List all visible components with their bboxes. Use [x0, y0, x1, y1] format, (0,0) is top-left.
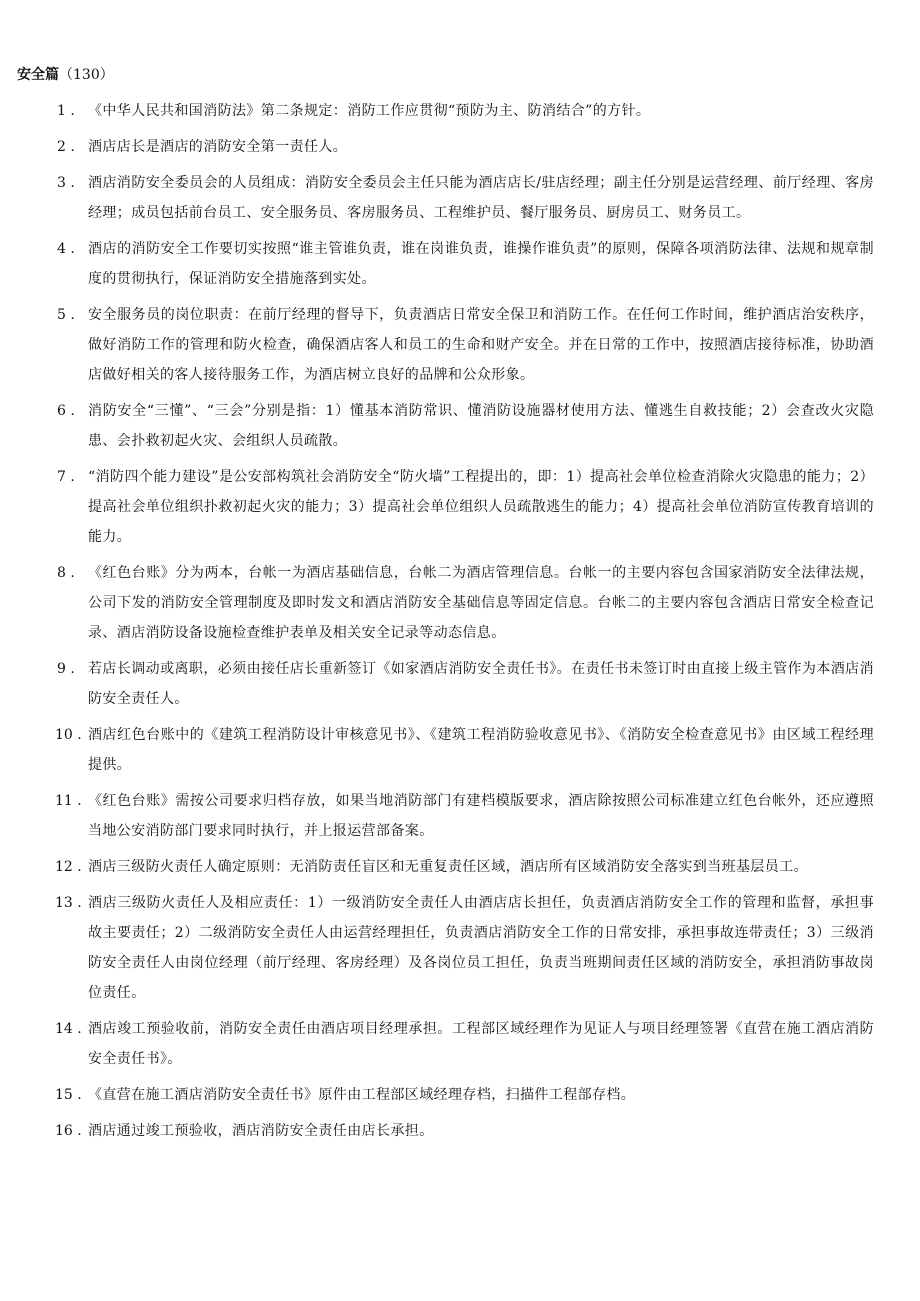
list-item — [0, 720, 920, 780]
list-item — [0, 852, 920, 882]
item-number: 7 . — [57, 469, 75, 485]
item-text: 酒店竣工预验收前，消防安全责任由酒店项目经理承担。工程部区域经理作为见证人与项目经理签署《直营在施工酒店消防安全责任书》。 — [88, 1021, 874, 1067]
item-text: 酒店店长是酒店的消防安全第一责任人。 — [88, 139, 348, 155]
item-text: 若店长调动或离职，必须由接任店长重新签订《如家酒店消防安全责任书》。在责任书未签订时由直接上级主管作为本酒店消防安全责任人。 — [88, 661, 874, 707]
item-number: 4 . — [57, 241, 75, 257]
item-text: 消防安全“三懂”、“三会”分别是指：1）懂基本消防常识、懂消防设施器材使用方法、懂逃生自救技能；2）会查改火灾隐患、会扑救初起火灾、会组织人员疏散。 — [88, 403, 874, 449]
list-item — [0, 1014, 920, 1074]
list-item — [0, 786, 920, 846]
item-number: 1 . — [57, 103, 75, 119]
item-number: 16 . — [55, 1123, 82, 1139]
section-title — [17, 65, 114, 85]
item-number: 12 . — [55, 859, 82, 875]
section-title-text: 安全篇 — [17, 67, 59, 83]
item-number: 14 . — [55, 1021, 82, 1037]
list-item — [0, 1080, 920, 1110]
item-number: 11 . — [55, 793, 82, 809]
list-item — [0, 132, 920, 162]
list-item — [0, 396, 920, 456]
item-text: “消防四个能力建设”是公安部构筑社会消防安全“防火墙”工程提出的，即：1）提高社会单位检查消除火灾隐患的能力；2）提高社会单位组织扑救初起火灾的能力；3）提高社会单位组织人员疏散逃生的能力；4）提高社会单位消防宣传教育培训的能力。 — [88, 469, 874, 545]
rules-list — [0, 96, 920, 1152]
list-item — [0, 654, 920, 714]
list-item — [0, 96, 920, 126]
item-text: 《红色台账》需按公司要求归档存放，如果当地消防部门有建档模版要求，酒店除按照公司标准建立红色台帐外，还应遵照当地公安消防部门要求同时执行，并上报运营部备案。 — [88, 793, 874, 839]
item-text: 《直营在施工酒店消防安全责任书》原件由工程部区域经理存档，扫描件工程部存档。 — [88, 1087, 636, 1103]
item-number: 9 . — [57, 661, 75, 677]
list-item — [0, 234, 920, 294]
list-item — [0, 558, 920, 648]
item-text: 酒店消防安全委员会的人员组成：消防安全委员会主任只能为酒店店长/驻店经理；副主任分别是运营经理、前厅经理、客房经理；成员包括前台员工、安全服务员、客房服务员、工程维护员、餐厅服务员、厨房员工、财务员工。 — [88, 175, 874, 221]
list-item — [0, 168, 920, 228]
list-item — [0, 1116, 920, 1146]
item-text: 《红色台账》分为两本，台帐一为酒店基础信息，台帐二为酒店管理信息。台帐一的主要内容包含国家消防安全法律法规，公司下发的消防安全管理制度及即时发文和酒店消防安全基础信息等固定信息。台帐二的主要内容包含酒店日常安全检查记录、酒店消防设备设施检查维护表单及相关安全记录等动态信息。 — [88, 565, 874, 641]
item-text: 《中华人民共和国消防法》第二条规定：消防工作应贯彻“预防为主、防消结合”的方针。 — [88, 103, 651, 119]
item-number: 5 . — [57, 307, 75, 323]
item-number: 3 . — [57, 175, 75, 191]
list-item — [0, 462, 920, 552]
item-text: 酒店三级防火责任人及相应责任：1）一级消防安全责任人由酒店店长担任，负责酒店消防安全工作的管理和监督，承担事故主要责任；2）二级消防安全责任人由运营经理担任，负责酒店消防安全工作的日常安排，承担事故连带责任；3）三级消防安全责任人由岗位经理（前厅经理、客房经理）及各岗位员工担任，负责当班期间责任区域的消防安全，承担消防事故岗位责任。 — [88, 895, 874, 1001]
item-text: 酒店的消防安全工作要切实按照“谁主管谁负责，谁在岗谁负责，谁操作谁负责”的原则，保障各项消防法律、法规和规章制度的贯彻执行，保证消防安全措施落到实处。 — [88, 241, 874, 287]
item-text: 安全服务员的岗位职责：在前厅经理的督导下，负责酒店日常安全保卫和消防工作。在任何工作时间，维护酒店治安秩序，做好消防工作的管理和防火检查，确保酒店客人和员工的生命和财产安全。并在日常的工作中，按照酒店接待标准，协助酒店做好相关的客人接待服务工作，为酒店树立良好的品牌和公众形象。 — [88, 307, 874, 383]
item-text: 酒店红色台账中的《建筑工程消防设计审核意见书》、《建筑工程消防验收意见书》、《消防安全检查意见书》由区域工程经理提供。 — [88, 727, 874, 773]
item-text: 酒店通过竣工预验收，酒店消防安全责任由店长承担。 — [88, 1123, 434, 1139]
item-text: 酒店三级防火责任人确定原则：无消防责任盲区和无重复责任区域，酒店所有区域消防安全落实到当班基层员工。 — [88, 859, 808, 875]
list-item — [0, 300, 920, 390]
list-item — [0, 888, 920, 1008]
item-number: 13 . — [55, 895, 82, 911]
item-number: 10 . — [55, 727, 82, 743]
item-number: 6 . — [57, 403, 75, 419]
item-number: 8 . — [57, 565, 75, 581]
item-number: 2 . — [57, 139, 75, 155]
item-number: 15 . — [55, 1087, 82, 1103]
section-count: （130） — [59, 67, 114, 83]
